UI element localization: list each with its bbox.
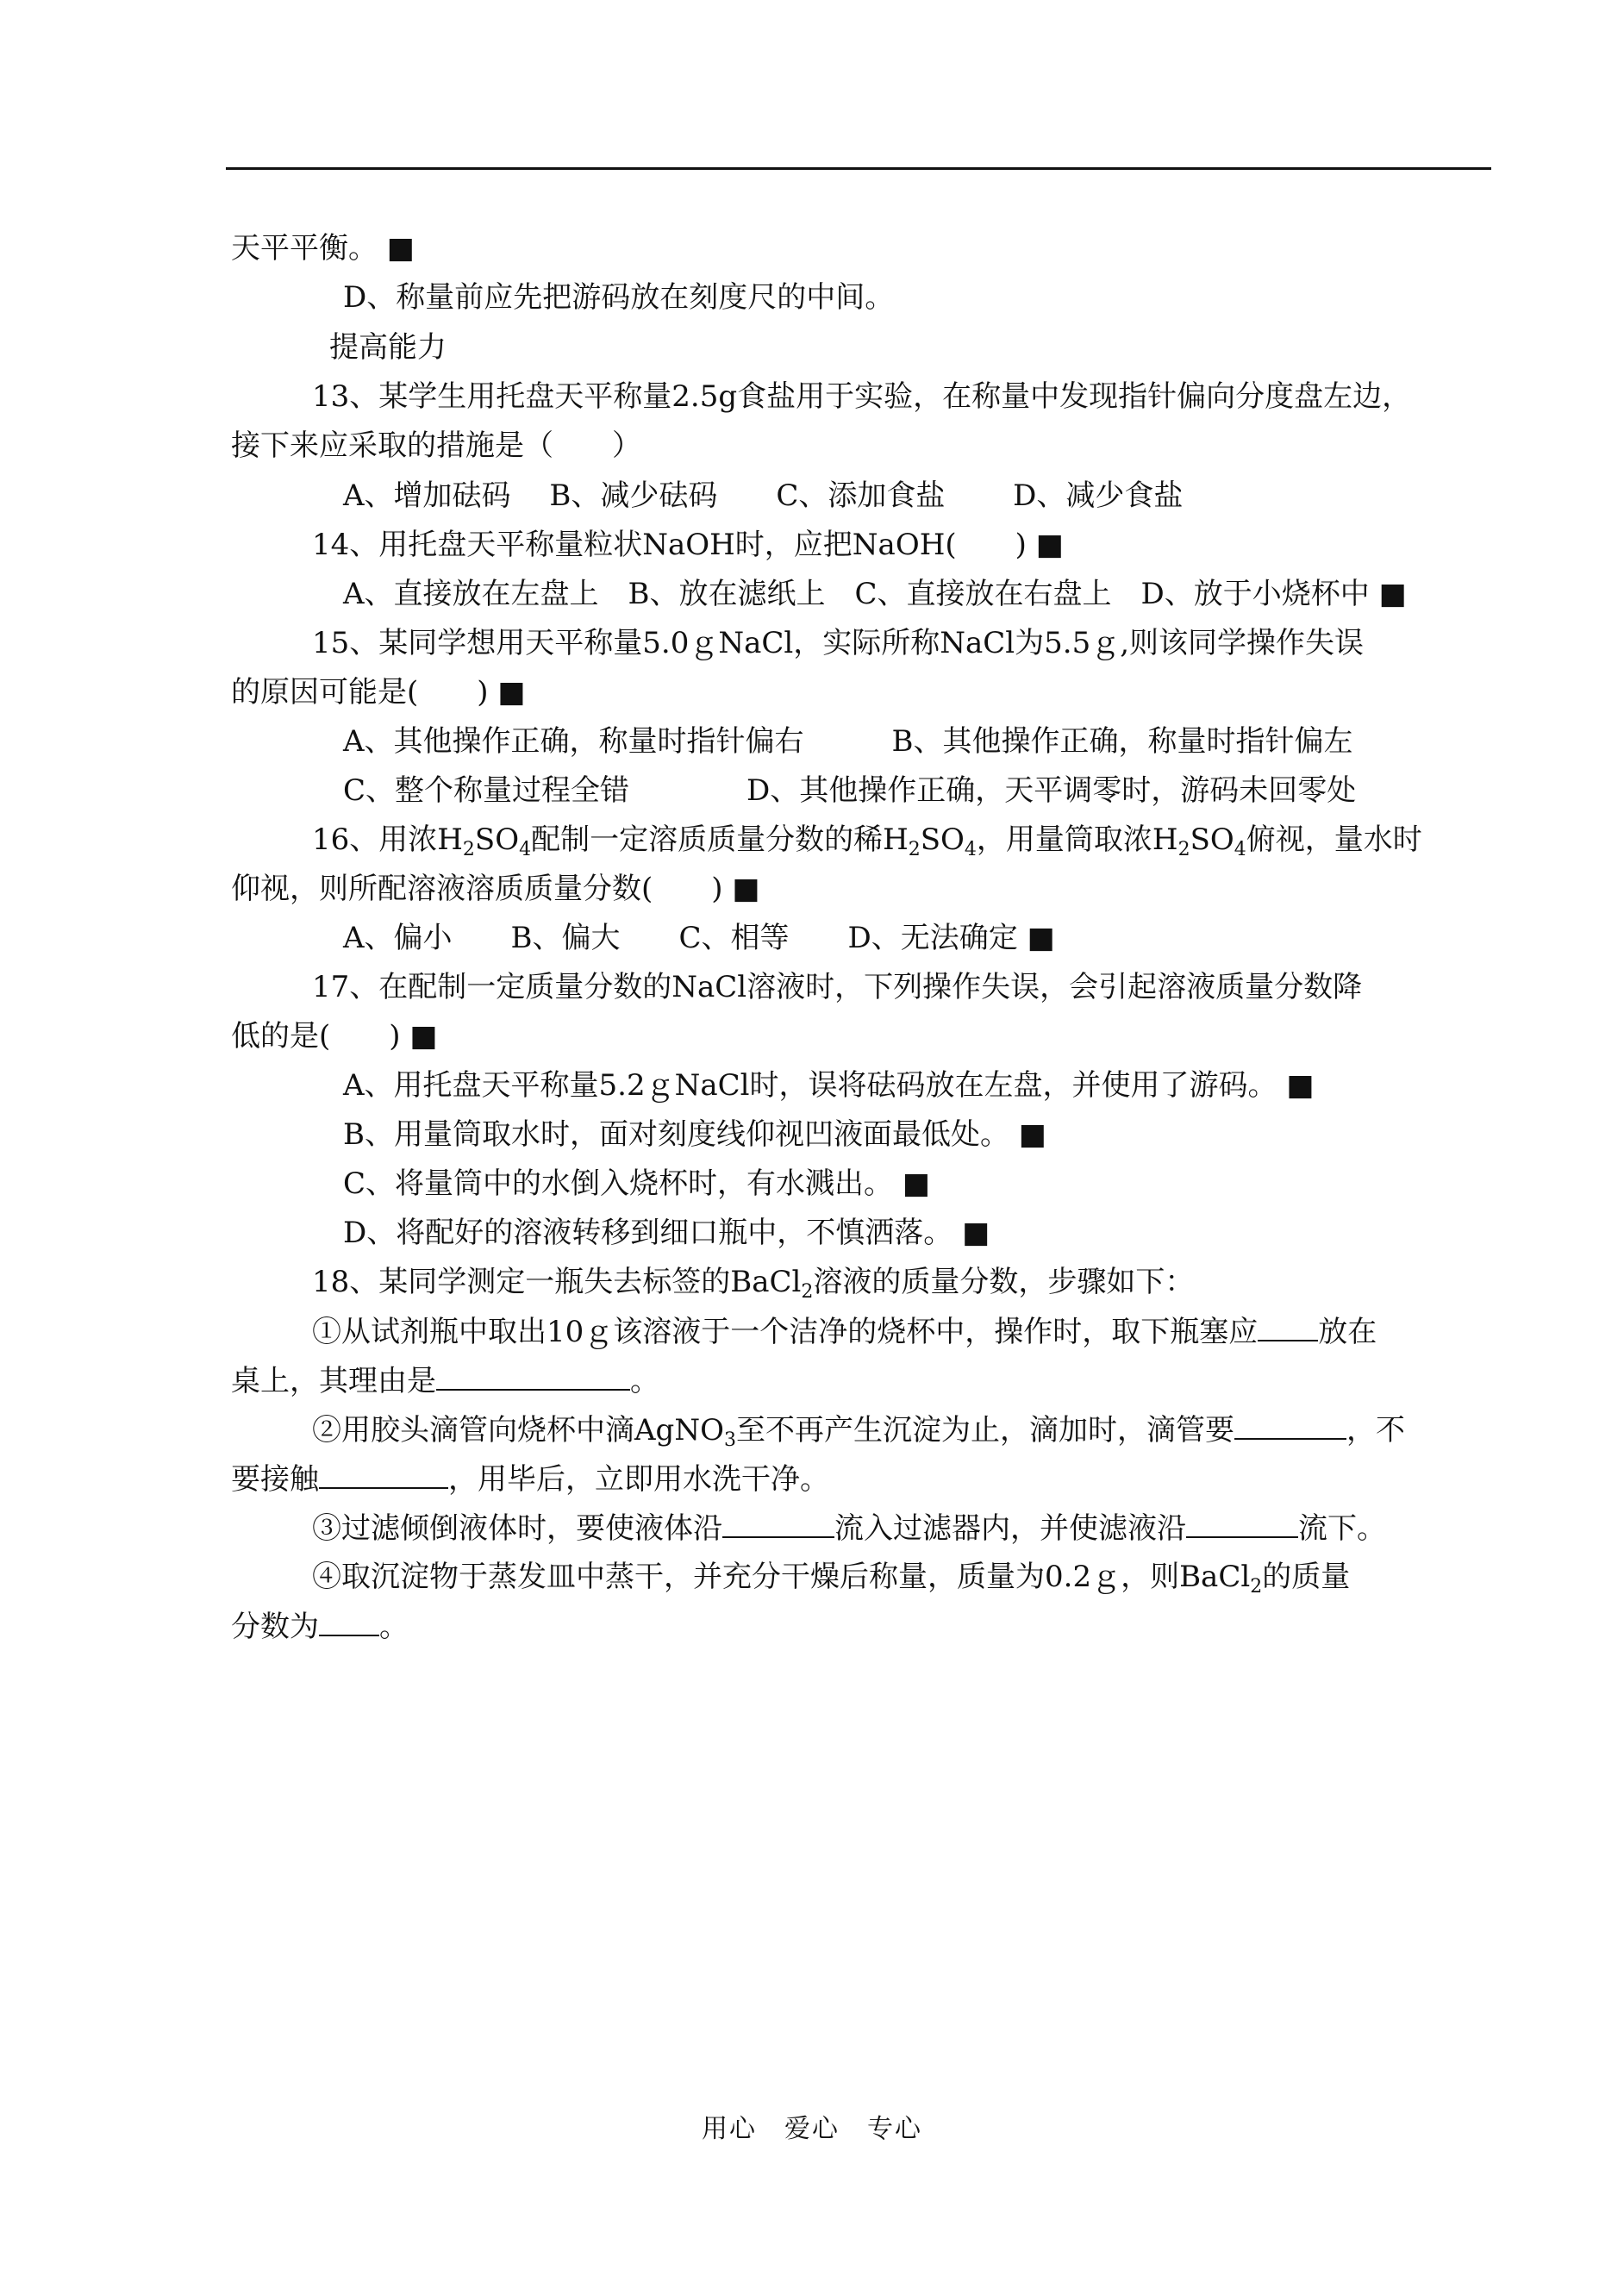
question-18-step-2-line-1: ②用胶头滴管向烧杯中滴AgNO$_3$至不再产生沉淀为止，滴加时，滴管要 ，不 — [312, 1413, 1405, 1451]
question-18-step-4-line-1: ④取沉淀物于蒸发皿中蒸干，并充分干燥后称量，质量为0.2ｇ，则BaCl$_2$的质量 — [312, 1560, 1351, 1598]
question-18-intro: 18、某同学测定一瓶失去标签的BaCl$_2$溶液的质量分数，步骤如下： — [312, 1265, 1195, 1303]
question-15-options-2: C、整个称量过程全错 D、其他操作正确，天平调零时，游码未回零处 — [343, 773, 1357, 808]
question-14-options: A、直接放在左盘上 B、放在滤纸上 C、直接放在右盘上 D、放于小烧杯中 ■ — [343, 577, 1407, 611]
answer-blank[interactable] — [1258, 1314, 1318, 1341]
question-15-line-1: 15、某同学想用天平称量5.0ｇNaCl，实际所称NaCl为5.5ｇ,则该同学操作失误 — [312, 626, 1365, 660]
question-18-step-4-line-2: 分数为 。 — [231, 1610, 409, 1644]
option-d-line: D、称量前应先把游码放在刻度尺的中间。 — [343, 280, 895, 315]
question-13-line-1: 13、某学生用托盘天平称量2.5g食盐用于实验，在称量中发现指针偏向分度盘左边， — [312, 379, 1412, 414]
answer-blank[interactable] — [319, 1461, 448, 1489]
question-18-step-3: ③过滤倾倒液体时，要使液体沿 流入过滤器内，并使滤液沿 流下。 — [312, 1511, 1386, 1546]
question-13-options: A、增加砝码 B、减少砝码 C、添加食盐 D、减少食盐 — [343, 478, 1184, 513]
question-16-options: A、偏小 B、偏大 C、相等 D、无法确定 ■ — [343, 921, 1055, 955]
question-17-line-1: 17、在配制一定质量分数的NaCl溶液时，下列操作失误，会引起溶液质量分数降 — [312, 970, 1363, 1004]
question-16-line-1: 16、用浓$H_2SO_4$配制一定溶质质量分数的稀$H_2SO_4$，用量筒取浓$H_2SO_4$俯视，量水时 — [312, 822, 1422, 860]
text-line: 天平平衡。 ■ — [231, 231, 415, 266]
answer-blank[interactable] — [1234, 1412, 1346, 1440]
question-13-line-2: 接下来应采取的措施是（ ） — [231, 428, 641, 463]
question-17-option-a: A、用托盘天平称量5.2ｇNaCl时，误将砝码放在左盘，并使用了游码。 ■ — [343, 1068, 1315, 1103]
question-18-step-2-line-2: 要接触 ，用毕后，立即用水洗干净。 — [231, 1462, 829, 1497]
question-18-step-1-line-1: ①从试剂瓶中取出10ｇ该溶液于一个洁净的烧杯中，操作时，取下瓶塞应 放在 — [312, 1315, 1377, 1349]
question-17-option-b: B、用量筒取水时，面对刻度线仰视凹液面最低处。 ■ — [343, 1117, 1046, 1152]
header-rule — [226, 167, 1491, 170]
question-18-step-1-line-2: 桌上，其理由是 。 — [231, 1364, 659, 1398]
question-17-option-c: C、将量筒中的水倒入烧杯时，有水溅出。 ■ — [343, 1166, 930, 1201]
answer-blank[interactable] — [1186, 1510, 1298, 1538]
question-17-option-d: D、将配好的溶液转移到细口瓶中，不慎洒落。 ■ — [343, 1216, 990, 1250]
question-16-line-2: 仰视，则所配溶液溶质质量分数( ) ■ — [231, 872, 760, 906]
answer-blank[interactable] — [436, 1363, 630, 1391]
section-heading: 提高能力 — [329, 330, 447, 365]
question-15-options-1: A、其他操作正确，称量时指针偏右 B、其他操作正确，称量时指针偏左 — [343, 724, 1353, 759]
question-15-line-2: 的原因可能是( ) ■ — [231, 675, 526, 710]
answer-blank[interactable] — [722, 1510, 834, 1538]
answer-blank[interactable] — [319, 1609, 379, 1636]
question-14-line: 14、用托盘天平称量粒状NaOH时，应把NaOH( ) ■ — [312, 528, 1064, 562]
question-17-line-2: 低的是( ) ■ — [231, 1019, 438, 1054]
page-footer: 用心 爱心 专心 — [702, 2114, 922, 2144]
